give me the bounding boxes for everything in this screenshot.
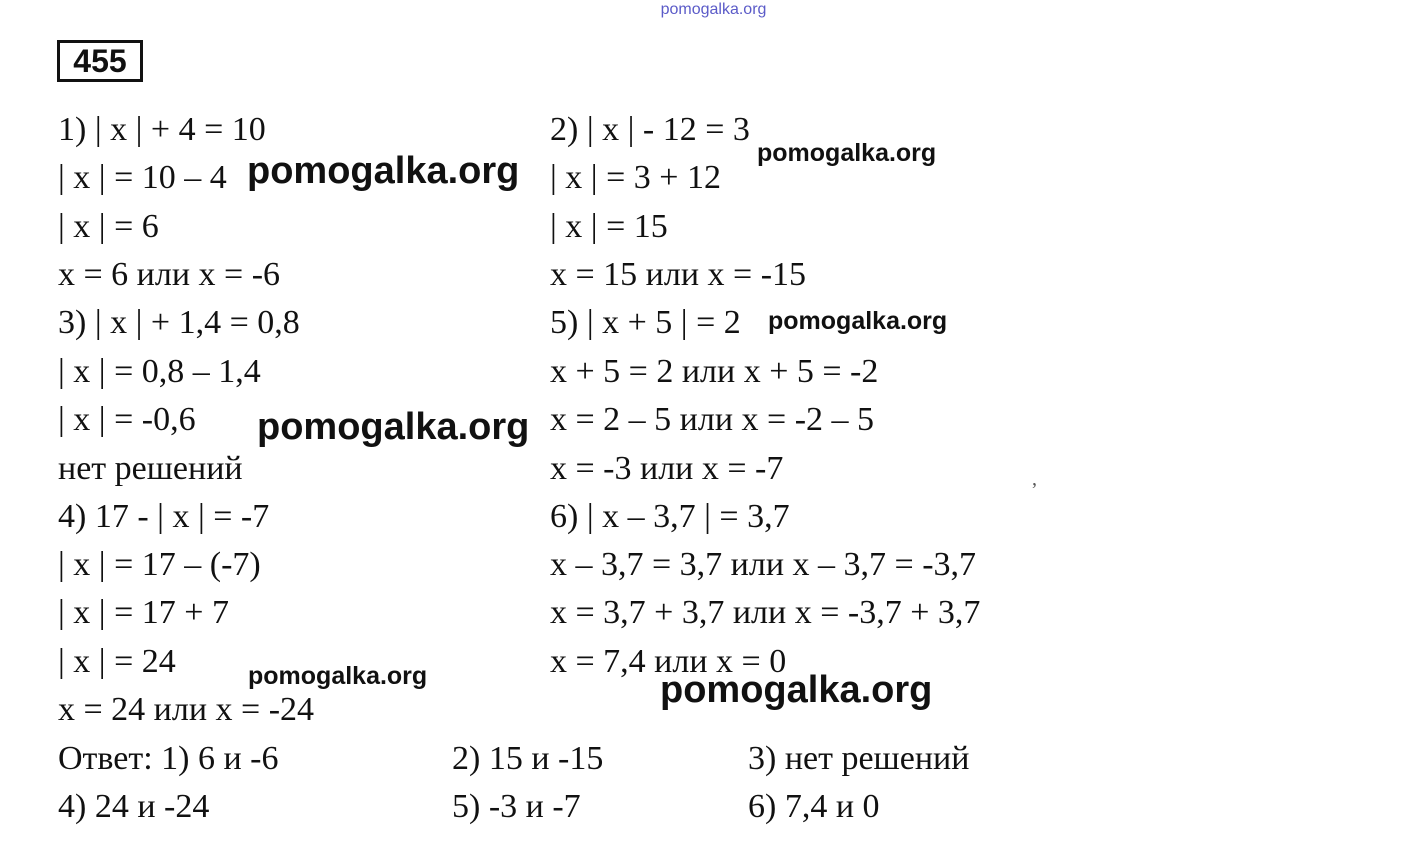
right-line-10: x – 3,7 = 3,7 или x – 3,7 = -3,7 xyxy=(550,546,977,583)
right-line-9: 6) | x – 3,7 | = 3,7 xyxy=(550,498,790,535)
site-mark-top: pomogalka.org xyxy=(660,1,767,18)
left-line-5: 3) | x | + 1,4 = 0,8 xyxy=(58,304,300,341)
watermark-2: pomogalka.org xyxy=(757,139,937,167)
answer-4: 4) 24 и -24 xyxy=(58,788,210,825)
watermark-5: pomogalka.org xyxy=(248,662,428,690)
right-line-8: x = -3 или x = -7 xyxy=(550,450,784,487)
left-line-7: | x | = -0,6 xyxy=(58,401,196,438)
watermark-4: pomogalka.org xyxy=(257,406,530,448)
right-line-11: x = 3,7 + 3,7 или x = -3,7 + 3,7 xyxy=(550,594,981,631)
right-line-6: x + 5 = 2 или x + 5 = -2 xyxy=(550,353,879,390)
right-line-4: x = 15 или x = -15 xyxy=(550,256,807,293)
left-line-3: | x | = 6 xyxy=(58,208,159,245)
right-line-5: 5) | x + 5 | = 2 xyxy=(550,304,741,341)
right-line-7: x = 2 – 5 или x = -2 – 5 xyxy=(550,401,875,438)
left-line-4: x = 6 или x = -6 xyxy=(58,256,281,293)
answer-1: Ответ: 1) 6 и -6 xyxy=(58,740,279,777)
watermark-6: pomogalka.org xyxy=(660,669,933,711)
right-line-2: | x | = 3 + 12 xyxy=(550,159,721,196)
left-line-8: нет решений xyxy=(58,450,243,487)
left-line-10: | x | = 17 – (-7) xyxy=(58,546,261,583)
watermark-3: pomogalka.org xyxy=(768,307,948,335)
task-number-box: 455 xyxy=(57,40,143,82)
right-line-12: x = 7,4 или x = 0 xyxy=(550,643,787,680)
left-line-13: x = 24 или x = -24 xyxy=(58,691,315,728)
answer-2: 2) 15 и -15 xyxy=(452,740,604,777)
left-line-2: | x | = 10 – 4 xyxy=(58,159,227,196)
answer-6: 6) 7,4 и 0 xyxy=(748,788,880,825)
left-line-1: 1) | x | + 4 = 10 xyxy=(58,111,266,148)
stray-mark: , xyxy=(1032,468,1037,490)
answer-3: 3) нет решений xyxy=(748,740,970,777)
left-line-12: | x | = 24 xyxy=(58,643,176,680)
left-line-11: | x | = 17 + 7 xyxy=(58,594,229,631)
watermark-1: pomogalka.org xyxy=(247,150,520,192)
left-line-9: 4) 17 - | x | = -7 xyxy=(58,498,270,535)
right-line-3: | x | = 15 xyxy=(550,208,668,245)
right-line-1: 2) | x | - 12 = 3 xyxy=(550,111,750,148)
left-line-6: | x | = 0,8 – 1,4 xyxy=(58,353,261,390)
answer-5: 5) -3 и -7 xyxy=(452,788,581,825)
